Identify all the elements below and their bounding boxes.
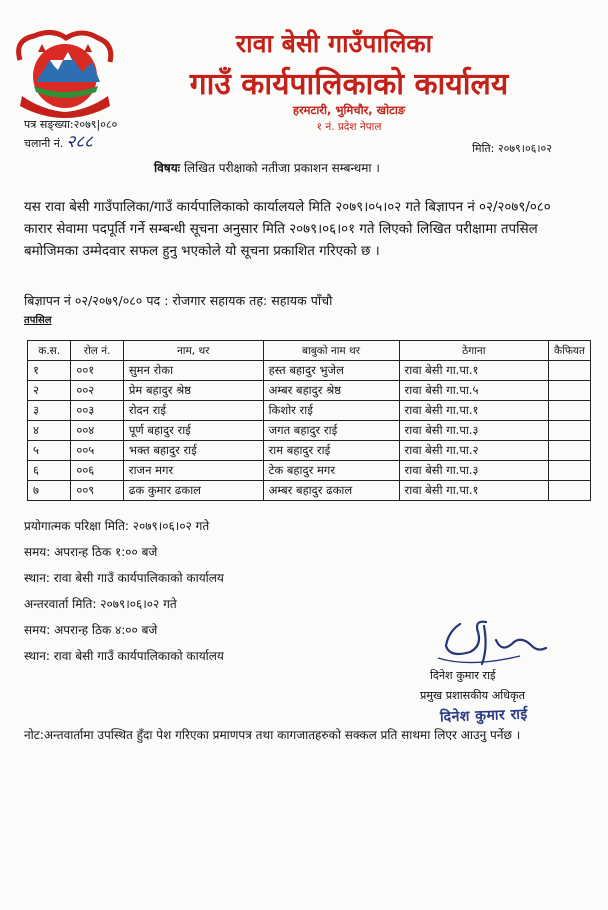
cell-roll: ००२ [71, 381, 124, 401]
cell-father: जगत बहादुर राई [263, 421, 399, 441]
cell-roll: ००६ [71, 461, 124, 481]
tapasil-label: तपसिल [24, 315, 52, 326]
cell-address: रावा बेसी गा.पा.३ [399, 421, 549, 441]
cell-father: अम्बर बहादुर श्रेष्ठ [263, 381, 399, 401]
cell-roll: ००५ [71, 441, 124, 461]
cell-address: रावा बेसी गा.पा.२ [399, 441, 549, 461]
table-row [28, 361, 591, 381]
cell-name: ढक कुमार ढकाल [123, 481, 263, 501]
interview-place: स्थान: रावा बेसी गाउँ कार्यपालिकाको कार्यालय [24, 649, 224, 663]
signatory-title: प्रमुख प्रशासकीय अधिकृत [420, 689, 526, 702]
cell-serial: ५ [28, 441, 71, 461]
cell-address: रावा बेसी गा.पा.३ [399, 461, 549, 481]
cell-remarks [549, 461, 591, 481]
table-row [28, 381, 591, 401]
results-table [27, 340, 591, 501]
cell-roll: ००३ [71, 401, 124, 421]
cell-address: रावा बेसी गा.पा.५ [399, 381, 549, 401]
cell-address: रावा बेसी गा.पा.१ [399, 481, 549, 501]
letter-date: मिति: २०७९।०६।०२ [472, 142, 552, 155]
cell-serial: २ [28, 381, 71, 401]
cell-father: किशोर राई [263, 401, 399, 421]
cell-serial: १ [28, 361, 71, 381]
cell-remarks [549, 361, 591, 381]
cell-serial: ४ [28, 421, 71, 441]
col-father-name: बाबुको नाम थर [263, 341, 399, 361]
municipality-name: रावा बेसी गाउँपालिका [235, 29, 433, 58]
cell-remarks [549, 441, 591, 461]
cell-name: प्रेम बहादुर श्रेष्ठ [123, 381, 263, 401]
practical-exam-date: प्रयोगात्मक परिक्षा मिति: २०७९।०६।०२ गते [24, 519, 210, 533]
signatory-name: दिनेश कुमार राई [430, 669, 496, 682]
table-row [28, 461, 591, 481]
cell-father: अम्बर बहादुर ढकाल [263, 481, 399, 501]
cell-remarks [549, 381, 591, 401]
cell-name: भक्त बहादुर राई [123, 441, 263, 461]
cell-address: रावा बेसी गा.पा.१ [399, 361, 549, 381]
cell-father: हस्त बहादुर भुजेल [263, 361, 399, 381]
office-address: हरमटारी, भुमिचौर, खोटाङ [292, 103, 406, 117]
office-province: १ नं. प्रदेश नेपाल [316, 121, 382, 133]
col-serial: क.स. [28, 341, 71, 361]
subject-line [154, 159, 380, 176]
letter-number: पत्र सङ्ख्या:२०७९|०८० [24, 118, 118, 131]
col-address: ठेगाना [399, 341, 549, 361]
cell-remarks [549, 481, 591, 501]
table-row [28, 401, 591, 421]
handwritten-signature [430, 612, 550, 674]
table-row [28, 481, 591, 501]
subject-text: लिखित परीक्षाको नतीजा प्रकाशन सम्बन्धमा । [183, 161, 380, 175]
cell-name: पूर्ण बहादुर राई [123, 421, 263, 441]
col-roll: रोल नं. [71, 341, 124, 361]
col-name: नाम, थर [123, 341, 263, 361]
note-text: नोट:अन्तवार्तामा उपस्थित हुँदा पेश गरिएका प्रमाणपत्र तथा कागजातहरुको सक्कल प्रति साथमा लिएर आउनु पर्नेछ । [24, 728, 521, 742]
table-row [28, 441, 591, 461]
practical-exam-time: समय: अपरान्ह ठिक १:०० बजे [24, 545, 158, 559]
dispatch-number [24, 129, 93, 152]
cell-address: रावा बेसी गा.पा.१ [399, 401, 549, 421]
table-row [28, 421, 591, 441]
cell-name: रोदन राई [123, 401, 263, 421]
cell-father: टेक बहादुर मगर [263, 461, 399, 481]
dispatch-value: २८८ [66, 132, 93, 152]
cell-remarks [549, 401, 591, 421]
practical-exam-place: स्थान: रावा बेसी गाउँ कार्यपालिकाको कार्यालय [24, 571, 224, 585]
signatory-stamp: दिनेश कुमार राई [439, 706, 529, 726]
office-name: गाउँ कार्यपालिकाको कार्यालय [189, 67, 509, 102]
cell-serial: ६ [28, 461, 71, 481]
cell-roll: ००४ [71, 421, 124, 441]
interview-date: अन्तरवार्ता मिति: २०७९।०६।०२ गते [24, 597, 177, 611]
cell-name: सुमन रोका [123, 361, 263, 381]
table-header-row [28, 341, 591, 361]
col-remarks: कैफियत [549, 341, 591, 361]
subject-label: विषयः [154, 161, 181, 175]
cell-name: राजन मगर [123, 461, 263, 481]
cell-serial: ३ [28, 401, 71, 421]
cell-serial: ७ [28, 481, 71, 501]
cell-roll: ००९ [71, 481, 124, 501]
cell-roll: ००१ [71, 361, 124, 381]
interview-time: समय: अपरान्ह ठिक ४:०० बजे [24, 623, 158, 637]
dispatch-label: चलानी नं. [24, 137, 64, 150]
advertisement-line: बिज्ञापन नं ०२/२०७९/०८० पद : रोजगार सहायक तह: सहायक पाँचौ [24, 293, 333, 308]
cell-father: राम बहादुर राई [263, 441, 399, 461]
body-paragraph: यस रावा बेसी गाउँपालिका/गाउँ कार्यपालिकाको कार्यालयले मिति २०७९।०५।०२ गते बिज्ञापन नं ०२/२०७९/०८० कारार सेवामा पदपूर्ति गर्ने सम्बन्धी सूचना अनुसार मिति २०७९।०६।०१ गते लिएको लिखित परीक्षामा तपसिल बमोजिमका उम्मेदवार सफल हुनु भएकोले यो सूचना प्रकाशित गरिएको छ । [24, 200, 551, 259]
cell-remarks [549, 421, 591, 441]
